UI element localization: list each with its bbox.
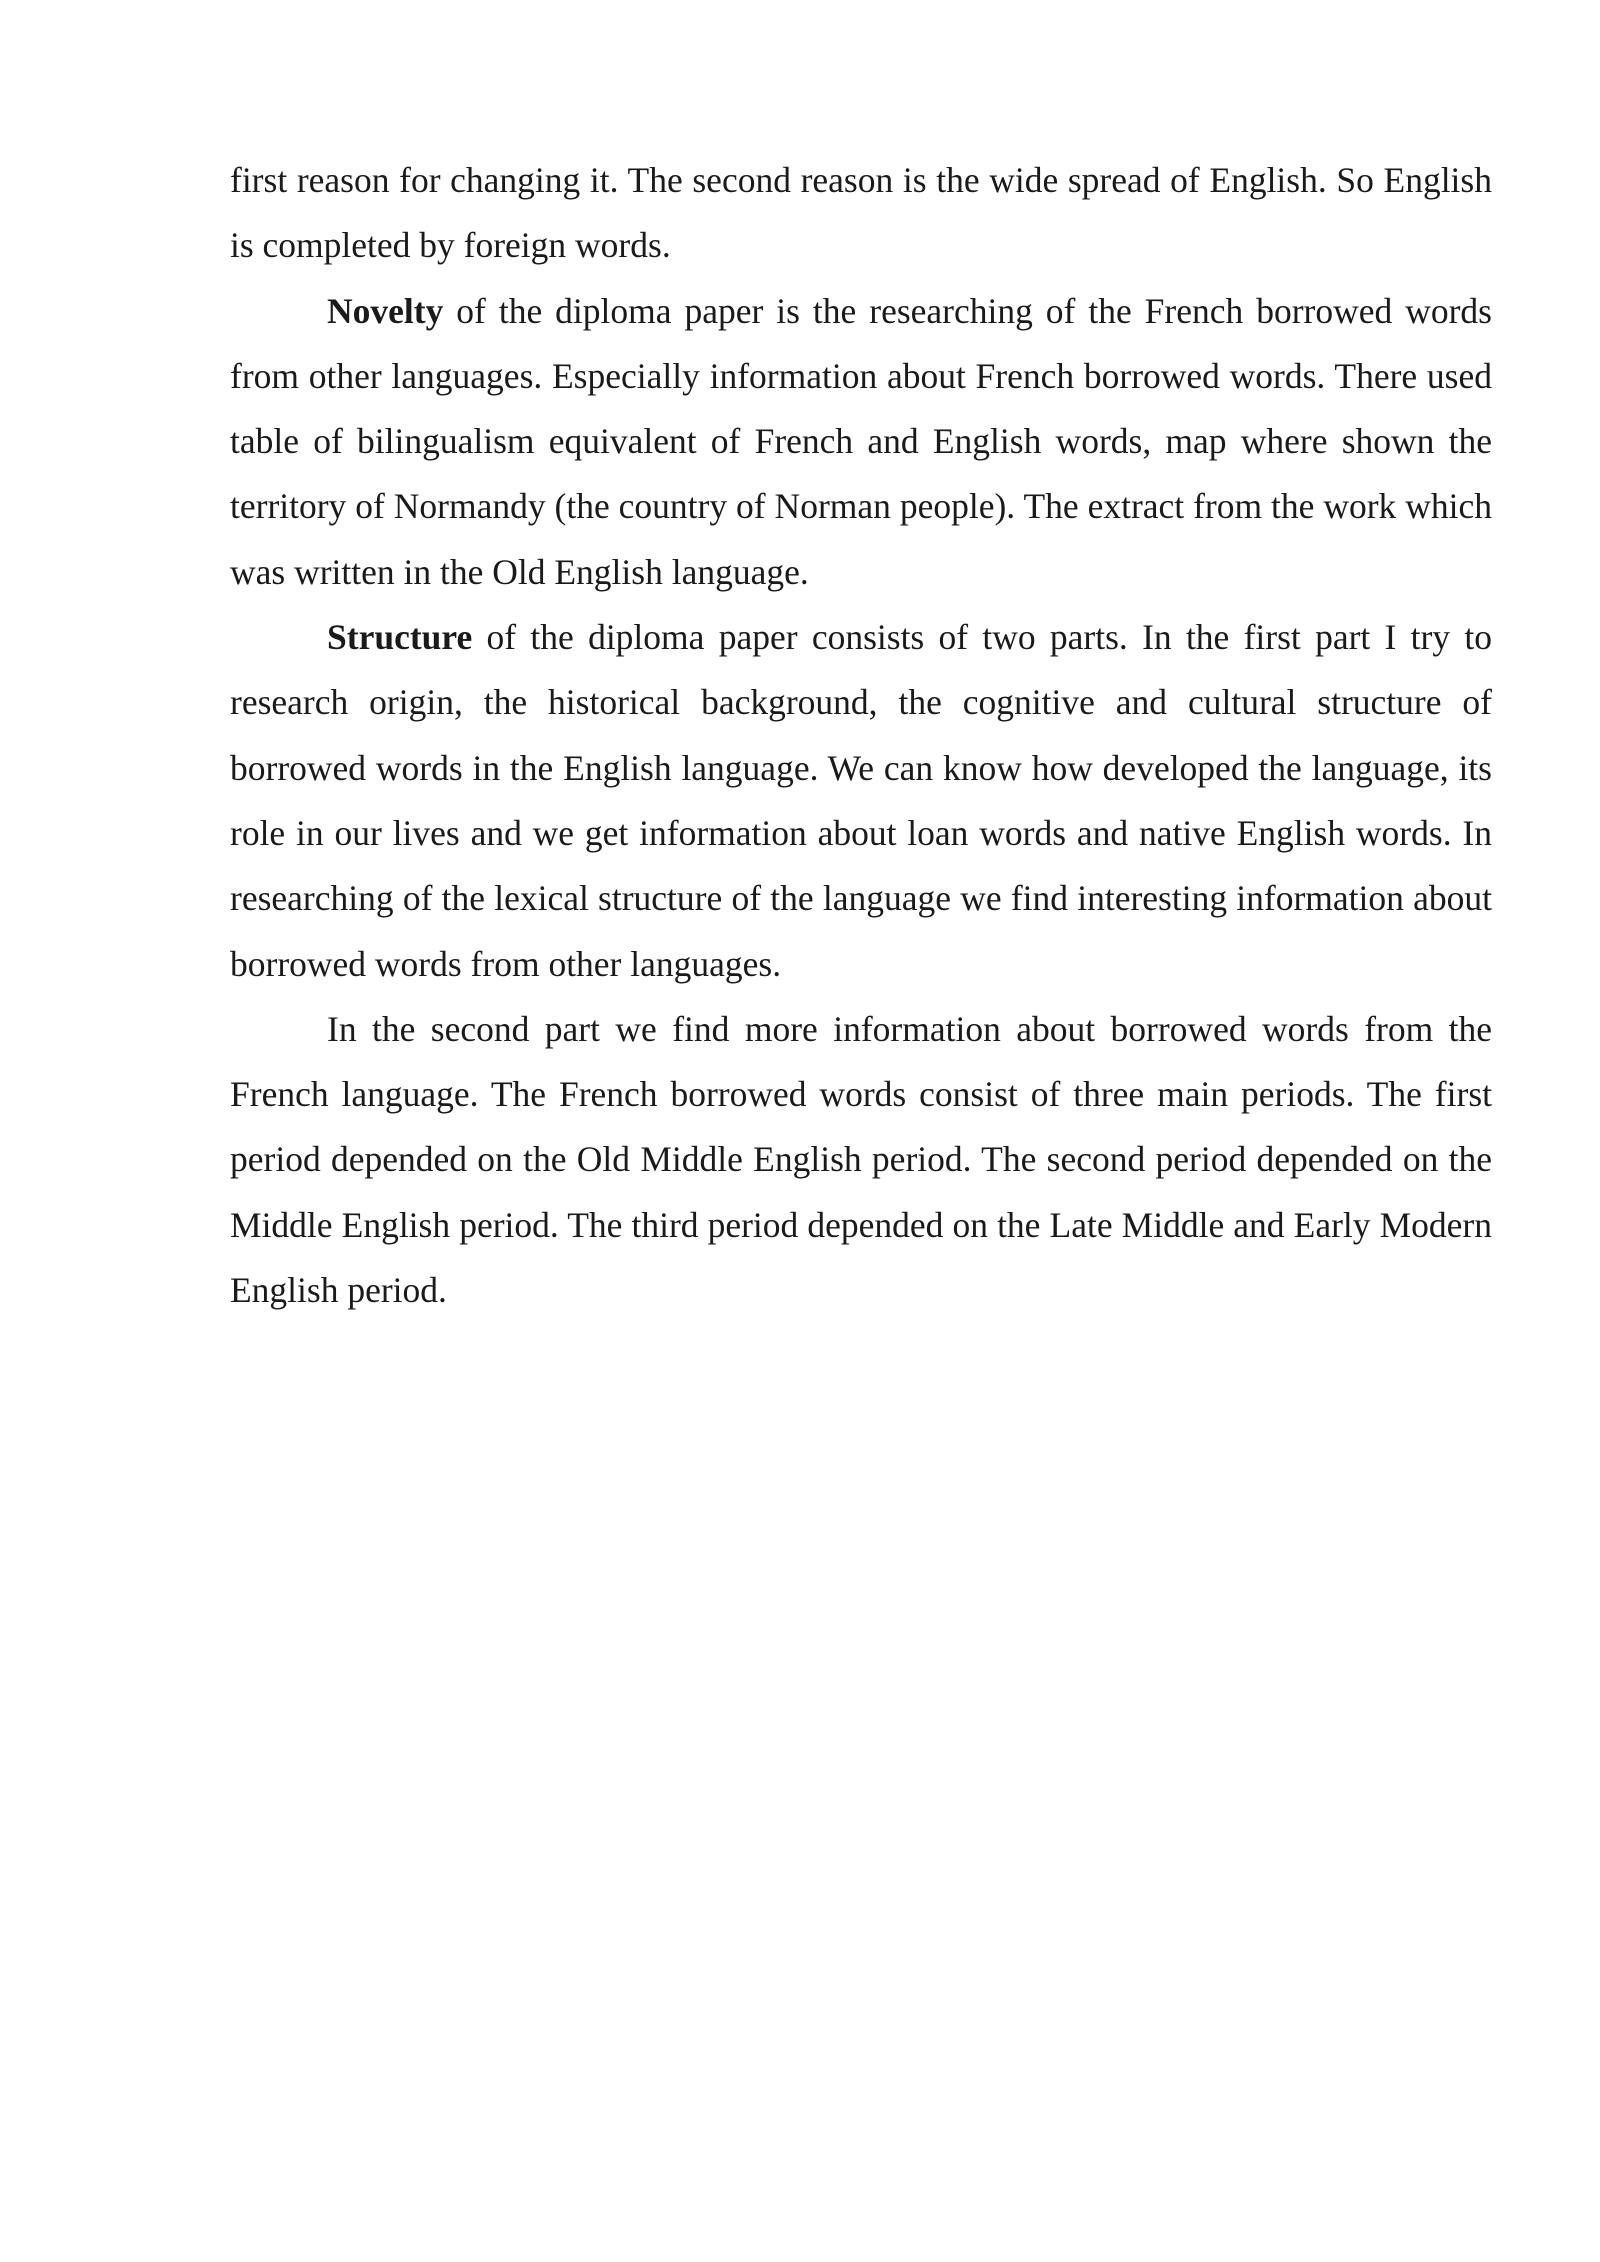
paragraph-continuation bbox=[230, 148, 1492, 279]
paragraph-lead-term: Structure bbox=[327, 617, 473, 658]
paragraph-novelty bbox=[230, 279, 1492, 605]
paragraph-text: first reason for changing it. The second reason is the wide spread of English. So English is completed by foreign words. bbox=[230, 160, 1492, 266]
paragraph-text: of the diploma paper is the researching of the French borrowed words from other languages. Especially information about French borrowed words. There used table of bilingualism equivalent of French and English words, map where shown the territory of Normandy (the country of Norman people). The extract from the work which was written in the Old English language. bbox=[230, 290, 1492, 592]
paragraph-text: In the second part we find more information about borrowed words from the French language. The French borrowed words consist of three main periods. The first period depended on the Old Middle English period. The second period depended on the Middle English period. The third period depended on the Late Middle and Early Modern English period. bbox=[230, 1008, 1492, 1311]
document-body bbox=[230, 148, 1492, 1323]
paragraph-text: of the diploma paper consists of two parts. In the first part I try to research origin, the historical background, the cognitive and cultural structure of borrowed words in the English language. We can know how developed the language, its role in our lives and we get information about loan words and native English words. In researching of the lexical structure of the language we find interesting information about borrowed words from other languages. bbox=[230, 617, 1492, 984]
paragraph-second-part bbox=[230, 997, 1492, 1323]
paragraph-lead-term: Novelty bbox=[327, 290, 444, 331]
paragraph-structure bbox=[230, 605, 1492, 997]
